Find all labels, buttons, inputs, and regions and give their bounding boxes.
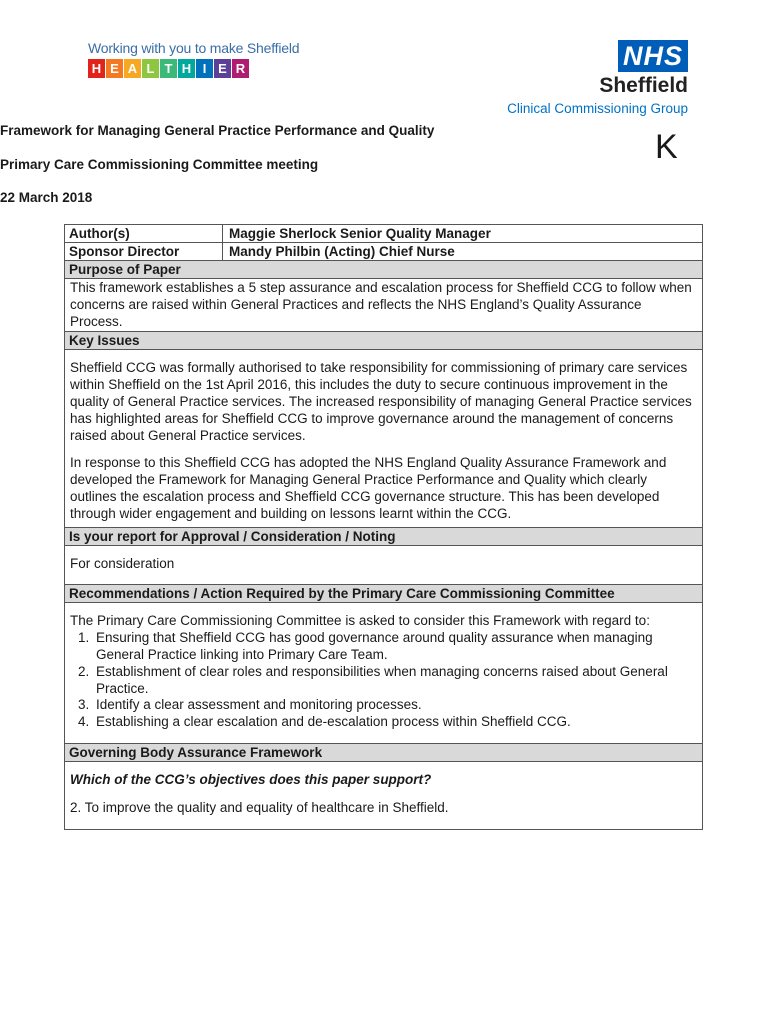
recommendations-intro: The Primary Care Commissioning Committee is asked to consider this Framework with regard to: [70, 613, 650, 629]
recommendations-heading: Recommendations / Action Required by the Primary Care Commissioning Committee [65, 585, 702, 603]
governing-body [65, 762, 702, 829]
key-issues-body [65, 350, 702, 527]
org-subtitle: Clinical Commissioning Group [507, 101, 688, 116]
list-item: 1. Ensuring that Sheffield CCG has good governance around quality assurance when managing General Practice linking into Primary Care Team. [93, 630, 697, 664]
sponsor-label: Sponsor Director [65, 243, 223, 260]
healthier-letter-tile: T [160, 59, 177, 78]
healthier-letter-tile: H [88, 59, 105, 78]
author-label: Author(s) [65, 225, 223, 242]
healthier-letter-tile: I [196, 59, 213, 78]
healthier-letters [88, 59, 299, 78]
sponsor-row [65, 243, 702, 261]
cover-sheet-table [64, 224, 703, 830]
sponsor-value: Mandy Philbin (Acting) Chief Nurse [229, 244, 455, 259]
nhs-logo-box: NHS [618, 40, 688, 72]
healthier-letter-tile: A [124, 59, 141, 78]
key-issues-para-2: In response to this Sheffield CCG has adopted the NHS England Quality Assurance Framework and developed the Framework for Managing General Practice Performance and Quality which clearly outlines the escalation process and Sheffield CCG governance structure. This has been developed through wider engagement and building on lessons learnt within the CCG. [70, 455, 667, 521]
logo-tagline: Working with you to make Sheffield [88, 40, 300, 56]
purpose-text: This framework establishes a 5 step assurance and escalation process for Sheffield CCG to follow when concerns are raised within General Practices and reflects the NHS England’s Quality Assurance Process. [65, 279, 702, 332]
key-issues-para-1: Sheffield CCG was formally authorised to take responsibility for commissioning of primary care services within Sheffield on the 1st April 2016, this includes the duty to secure continuous improvement in the quality of General Practice services. The increased responsibility of managing General Practice services has highlighted areas for Sheffield CCG to improve governance around the management of concerns raised about General Practice services. [70, 360, 692, 443]
purpose-heading: Purpose of Paper [65, 261, 702, 279]
list-item: 2. Establishment of clear roles and responsibilities when managing concerns raised about General Practice. [93, 664, 697, 698]
healthier-letter-tile: R [232, 59, 249, 78]
org-name: Sheffield [599, 74, 688, 97]
meeting-title: Primary Care Commissioning Committee meeting [0, 157, 319, 172]
document-letter: K [655, 128, 678, 166]
list-item: 4. Establishing a clear escalation and de-escalation process within Sheffield CCG. [93, 714, 697, 731]
healthier-letter-tile: E [106, 59, 123, 78]
report-for-text: For consideration [65, 546, 702, 586]
nhs-sheffield-logo [507, 40, 688, 116]
list-item: 3. Identify a clear assessment and monitoring processes. [93, 697, 697, 714]
recommendations-list [70, 630, 697, 731]
author-value: Maggie Sherlock Senior Quality Manager [229, 226, 491, 241]
healthier-logo [88, 40, 299, 78]
governing-question: Which of the CCG’s objectives does this paper support? [70, 771, 432, 787]
report-for-heading: Is your report for Approval / Consideration / Noting [65, 528, 702, 546]
healthier-letter-tile: H [178, 59, 195, 78]
author-row [65, 225, 702, 243]
key-issues-heading: Key Issues [65, 332, 702, 350]
healthier-letter-tile: E [214, 59, 231, 78]
meeting-date: 22 March 2018 [0, 190, 93, 205]
recommendations-body [65, 603, 702, 744]
healthier-letter-tile: L [142, 59, 159, 78]
governing-answer: 2. To improve the quality and equality of healthcare in Sheffield. [70, 799, 449, 815]
governing-heading: Governing Body Assurance Framework [65, 744, 702, 762]
paper-title: Framework for Managing General Practice Performance and Quality [0, 123, 435, 138]
